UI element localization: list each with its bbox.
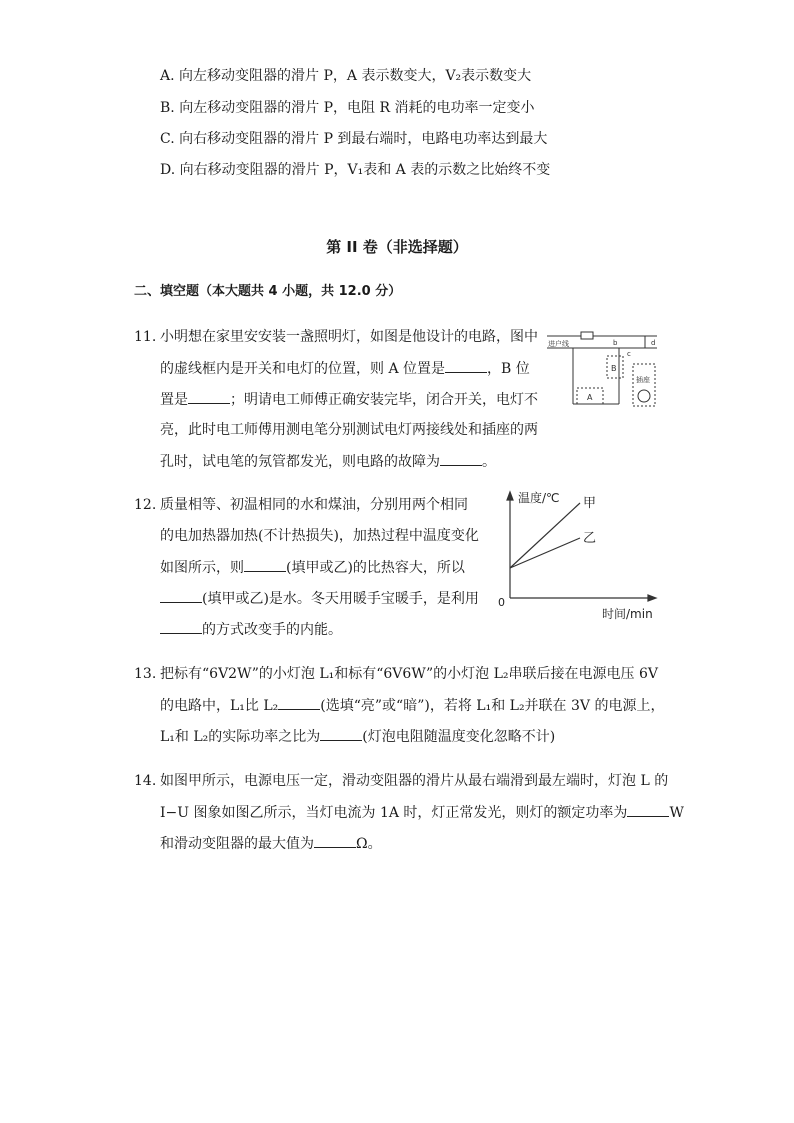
q14-line-3: 和滑动变阻器的最大值为 Ω。	[160, 833, 382, 854]
label-b-box: B	[611, 364, 617, 373]
series-line-2	[510, 538, 580, 568]
q14-blank-a[interactable]	[627, 802, 669, 817]
q13-blank-b[interactable]	[320, 726, 362, 741]
q11-line-4: 亮，此时电工师傅用测电笔分别测试电灯两接线处和插座的两	[160, 422, 538, 438]
q12-line-4: (填甲或乙)是水。冬天用暖手宝暖手，是利用	[160, 588, 479, 609]
q11-blank-c[interactable]	[440, 451, 482, 466]
q14-line-1: 如图甲所示，电源电压一定，滑动变阻器的滑片从最右端滑到最左端时，灯泡 L 的	[160, 773, 669, 789]
y-axis-arrow	[507, 492, 513, 500]
y-axis-label: 温度/℃	[518, 491, 560, 505]
series-label-2: 乙	[583, 531, 597, 546]
label-a: A	[587, 393, 593, 402]
socket-label: 插座	[636, 376, 650, 384]
q12-number: 12.	[134, 497, 157, 513]
q12-line-2: 的电加热器加热(不计热损失)，加热过程中温度变化	[160, 528, 479, 544]
q13-line-1: 把标有“6V2W”的小灯泡 L₁和标有“6V6W”的小灯泡 L₂串联后接在电源电压 6V	[160, 666, 658, 682]
q12-line-3: 如图所示，则 (填甲或乙)的比热容大，所以	[160, 557, 465, 578]
q14-blank-b[interactable]	[314, 833, 356, 848]
q14-line-2: I−U 图象如图乙所示，当灯电流为 1A 时，灯正常发光，则灯的额定功率为 W	[160, 802, 684, 823]
label-d: d	[651, 339, 656, 347]
x-axis-label: 时间/min	[602, 607, 653, 621]
q11-circuit-diagram	[545, 330, 663, 414]
q13-line-3: L₁和 L₂的实际功率之比为 (灯泡电阻随温度变化忽略不计)	[160, 726, 555, 747]
option-a: A. 向左移动变阻器的滑片 P，A 表示数变大，V₂表示数变大	[160, 68, 532, 84]
option-c: C. 向右移动变阻器的滑片 P 到最右端时，电路电功率达到最大	[160, 131, 548, 147]
q11-line-1: 小明想在家里安安装一盏照明灯，如图是他设计的电路，图中	[160, 329, 538, 345]
q11-blank-a[interactable]	[445, 358, 487, 373]
series-label-1: 甲	[583, 496, 597, 511]
label-c: c	[627, 350, 631, 358]
origin-label: 0	[498, 596, 505, 609]
q14-number: 14.	[134, 773, 157, 789]
q11-line-5: 孔时，试电笔的氖管都发光，则电路的故障为 。	[160, 451, 496, 472]
label-b: b	[613, 339, 618, 347]
q13-line-2: 的电路中，L₁比 L₂ (选填“亮”或“暗”)，若将 L₁和 L₂并联在 3V 的电源上，	[160, 695, 664, 716]
q11-number: 11.	[134, 329, 157, 345]
q13-blank-a[interactable]	[278, 695, 320, 710]
temperature-chart	[490, 484, 670, 624]
series-line-1	[510, 503, 580, 568]
wire-label: 进户线	[548, 340, 569, 348]
q11-blank-b[interactable]	[188, 389, 230, 404]
section-heading: 二、填空题（本大题共 4 小题，共 12.0 分）	[134, 284, 402, 299]
q11-line-3: 置是 ；明请电工师傅正确安装完毕，闭合开关，电灯不	[160, 389, 538, 410]
option-d: D. 向右移动变阻器的滑片 P，V₁表和 A 表的示数之比始终不变	[160, 162, 551, 178]
part-title: 第 II 卷（非选择题）	[326, 238, 468, 256]
q13-number: 13.	[134, 666, 157, 682]
x-axis-arrow	[648, 595, 656, 601]
q12-line-1: 质量相等、初温相同的水和煤油，分别用两个相同	[160, 497, 468, 513]
q12-blank-b[interactable]	[160, 588, 202, 603]
q12-line-5: 的方式改变手的内能。	[160, 619, 342, 640]
q11-line-2: 的虚线框内是开关和电灯的位置，则 A 位置是 ，B 位	[160, 358, 530, 379]
q12-blank-c[interactable]	[160, 619, 202, 634]
q12-blank-a[interactable]	[244, 557, 286, 572]
option-b: B. 向左移动变阻器的滑片 P，电阻 R 消耗的电功率一定变小	[160, 100, 535, 116]
